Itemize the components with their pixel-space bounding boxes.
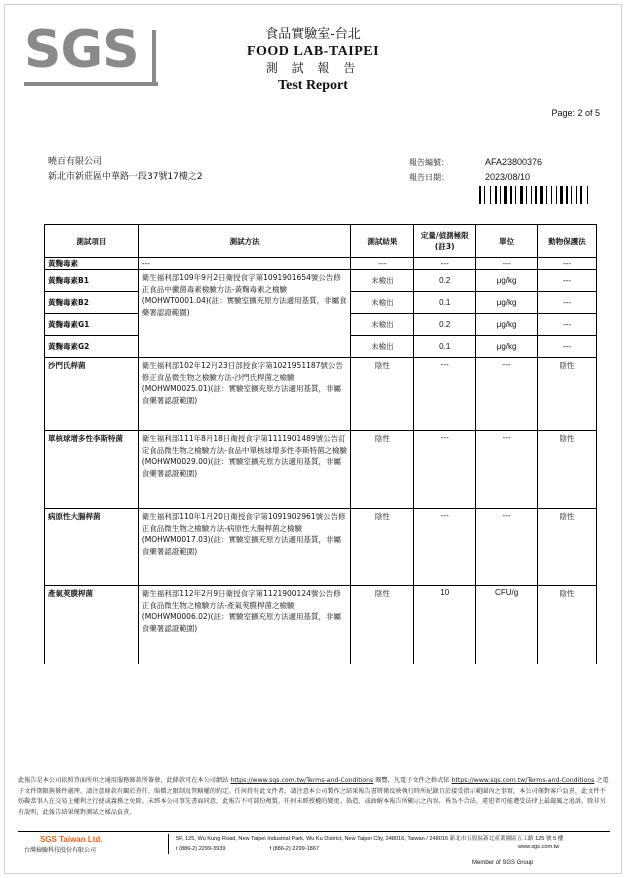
test-unit: μg/kg bbox=[476, 270, 538, 292]
phone-number: t (886-2) 2299-3939 bbox=[176, 846, 226, 852]
company-website[interactable]: www.sgs.com.tw bbox=[518, 844, 560, 850]
test-method: 衛生福利部109年9月2日衛授食字第1091901654號公告修正食品中黴菌毒素檢驗方法-黃麴毒素之檢驗(MOHWT0001.04)(註：實驗室擴充原方法適用基質，非屬食藥署認證範圍) bbox=[138, 270, 351, 358]
barcode-bar bbox=[492, 186, 494, 204]
barcode-bar bbox=[495, 186, 497, 204]
test-unit: CFU/g bbox=[476, 586, 538, 664]
test-method: 衛生福利部102年12月23日部授食字第1021951187號公告修正食品微生物之檢驗方法-沙門氏桿菌之檢驗(MOHWM0025.01)(註：實驗室擴充原方法適用基質，非屬食藥署認證範圍) bbox=[138, 358, 351, 431]
footer bbox=[18, 831, 610, 855]
test-animal: 陰性 bbox=[538, 358, 597, 431]
disclaimer bbox=[18, 776, 610, 818]
barcode-bar bbox=[564, 186, 565, 204]
col-header-method: 測試方法 bbox=[138, 225, 351, 258]
test-limit: --- bbox=[414, 509, 476, 586]
test-unit: μg/kg bbox=[476, 336, 538, 358]
table-row bbox=[45, 358, 597, 431]
report-date-label: 報告日期： bbox=[409, 173, 449, 182]
barcode bbox=[479, 186, 595, 204]
test-item: 單核球增多性李斯特菌 bbox=[45, 431, 139, 509]
test-result: 陰性 bbox=[351, 358, 414, 431]
report-number: AFA23800376 bbox=[485, 157, 543, 167]
barcode-bar bbox=[538, 186, 539, 204]
barcode-bar bbox=[587, 186, 588, 204]
barcode-bar bbox=[524, 186, 525, 204]
member-of-sgs: Member of SGS Group bbox=[472, 860, 534, 866]
test-animal: --- bbox=[538, 336, 597, 358]
test-animal: 陰性 bbox=[538, 431, 597, 509]
test-limit: 0.1 bbox=[414, 336, 476, 358]
company-address: 5F, 125, Wu Kung Road, New Taipei Industrial Park, Wu Ku District, New Taipei City, 248016, Taiwan / 248016 新北市五股區新北產業園區五工路 125 號 5 樓 bbox=[176, 836, 564, 842]
test-method: 衛生福利部112年2月9日衛授食字第1121900124號公告修正食品微生物之檢驗方法-產氣莢膜桿菌之檢驗(MOHWM0006.02)(註：實驗室擴充原方法適用基質，非屬食藥署認證範圍) bbox=[138, 586, 351, 664]
test-result: 未檢出 bbox=[351, 270, 414, 292]
page-number: Page: 2 of 5 bbox=[551, 108, 600, 118]
barcode-bar bbox=[526, 186, 527, 204]
test-limit: --- bbox=[414, 431, 476, 509]
disclaimer-text-c: 之電子文件期限與條件處理。請注意條款有關於責任、賠償之限制及管轄權的約定。任何持有此文件者，請注意本公司製作之結果報告書將僅反映執行時所紀錄且於接受指示範圍內之事實。本公司僅對客戶負責，此文件不妨礙當事人在交易上權利之行使或義務之免除。未經本公司事先書面同意，此報告不可部份複製。任何未經授權的變更、偽造、或曲解本報告所顯示之內容，皆為不合法，違犯者可能遭受法律上最嚴厲之追訴。除非另有說明，此報告結果僅對測試之樣品負責。 bbox=[18, 777, 609, 816]
table-row bbox=[45, 270, 597, 292]
report-title-cn: 測 試 報 告 bbox=[265, 61, 361, 75]
table-row bbox=[45, 509, 597, 586]
barcode-bar bbox=[513, 186, 514, 204]
test-result: 陰性 bbox=[351, 509, 414, 586]
title-block bbox=[200, 26, 426, 95]
test-animal: --- bbox=[538, 258, 597, 270]
test-unit: --- bbox=[476, 258, 538, 270]
test-unit: --- bbox=[476, 431, 538, 509]
col-header-unit: 單位 bbox=[476, 225, 538, 258]
test-limit: 0.1 bbox=[414, 292, 476, 314]
table-row bbox=[45, 586, 597, 664]
barcode-bar bbox=[580, 186, 582, 204]
barcode-bar bbox=[573, 186, 575, 204]
test-animal: 陰性 bbox=[538, 509, 597, 586]
test-limit: 0.2 bbox=[414, 270, 476, 292]
test-animal: --- bbox=[538, 292, 597, 314]
test-item: 黃麴毒素 bbox=[45, 258, 139, 270]
barcode-bar bbox=[556, 186, 557, 204]
terms-link-2[interactable]: https://www.sgs.com.tw/Terms-and-Conditions bbox=[451, 777, 595, 784]
test-unit: --- bbox=[476, 509, 538, 586]
test-item: 黃麴毒素B1 bbox=[45, 270, 139, 292]
barcode-bar bbox=[560, 186, 563, 204]
test-result: --- bbox=[351, 258, 414, 270]
table-row bbox=[45, 431, 597, 509]
table-row bbox=[45, 258, 597, 270]
col-header-item: 測試項目 bbox=[45, 225, 139, 258]
client-name: 曉百有限公司 bbox=[48, 157, 103, 167]
barcode-bar bbox=[576, 186, 577, 204]
logo-text: SGS bbox=[24, 20, 139, 80]
barcode-bar bbox=[566, 186, 568, 204]
test-animal: --- bbox=[538, 270, 597, 292]
company-name: SGS Taiwan Ltd. bbox=[40, 835, 103, 844]
barcode-bar bbox=[490, 186, 491, 204]
test-unit: μg/kg bbox=[476, 292, 538, 314]
test-limit: 0.2 bbox=[414, 314, 476, 336]
barcode-bar bbox=[515, 186, 516, 204]
fax-number: f (886-2) 2299-1867 bbox=[269, 846, 320, 852]
barcode-bar bbox=[553, 186, 555, 204]
test-result: 未檢出 bbox=[351, 314, 414, 336]
report-title-en: Test Report bbox=[278, 78, 348, 93]
test-result: 陰性 bbox=[351, 431, 414, 509]
barcode-bar bbox=[504, 186, 507, 204]
barcode-bar bbox=[531, 186, 532, 204]
barcode-bar bbox=[535, 186, 537, 204]
test-item: 病原性大腸桿菌 bbox=[45, 509, 139, 586]
barcode-bar bbox=[548, 186, 550, 204]
col-header-result: 測試結果 bbox=[351, 225, 414, 258]
col-header-animal: 動物保護法 bbox=[538, 225, 597, 258]
barcode-bar bbox=[498, 186, 499, 204]
test-limit: --- bbox=[414, 358, 476, 431]
barcode-bar bbox=[508, 186, 509, 204]
results-table bbox=[44, 224, 597, 664]
barcode-bar bbox=[571, 186, 572, 204]
test-unit: --- bbox=[476, 358, 538, 431]
test-result: 未檢出 bbox=[351, 336, 414, 358]
col-header-limit: 定量/偵測極限(註3) bbox=[414, 225, 476, 258]
barcode-bar bbox=[558, 186, 559, 204]
lab-name-cn: 食品實驗室-台北 bbox=[265, 27, 361, 42]
test-animal: --- bbox=[538, 314, 597, 336]
barcode-bar bbox=[517, 186, 519, 204]
test-item: 黃麴毒素G1 bbox=[45, 314, 139, 336]
sgs-logo bbox=[24, 20, 158, 90]
test-result: 陰性 bbox=[351, 586, 414, 664]
disclaimer-text-b: 閱覽，凡電子文件之格式依 bbox=[375, 777, 450, 784]
test-result: 未檢出 bbox=[351, 292, 414, 314]
barcode-bar bbox=[544, 186, 545, 204]
test-item: 黃麴毒素B2 bbox=[45, 292, 139, 314]
barcode-bar bbox=[510, 186, 512, 204]
company-name-cn: 台灣檢驗科技股份有限公司 bbox=[24, 847, 97, 854]
terms-link[interactable]: https://www.sgs.com.tw/Terms-and-Conditions bbox=[230, 777, 374, 784]
barcode-bar bbox=[533, 186, 534, 204]
test-method: 衛生福利部110年1月20日衛授食字第1091902961號公告修正食品微生物之檢驗方法-病原性大腸桿菌之檢驗(MOHWM0017.03)(註：實驗室擴充原方法適用基質，非屬食藥署認證範圍) bbox=[138, 509, 351, 586]
barcode-bar bbox=[569, 186, 570, 204]
test-method: 衛生福利部111年8月18日衛授食字第1111901489號公告訂定食品微生物之檢驗方法-食品中單核球增多性李斯特菌之檢驗(MOHWM0029.00)(註：實驗室擴充原方法適用基質，非屬食藥署認證範圍) bbox=[138, 431, 351, 509]
barcode-bar bbox=[479, 186, 481, 204]
test-item: 沙門氏桿菌 bbox=[45, 358, 139, 431]
test-limit: --- bbox=[414, 258, 476, 270]
barcode-bar bbox=[502, 186, 503, 204]
test-unit: μg/kg bbox=[476, 314, 538, 336]
client-block bbox=[48, 155, 203, 185]
barcode-bar bbox=[482, 186, 483, 204]
barcode-bar bbox=[578, 186, 579, 204]
report-number-label: 報告編號： bbox=[409, 158, 449, 167]
report-info bbox=[409, 155, 542, 185]
table-header-row bbox=[45, 225, 597, 258]
disclaimer-text-a: 此報告是本公司依照背面所印之通用服務條款所簽發，此條款可在本公司網站 bbox=[18, 777, 229, 784]
barcode-bar bbox=[528, 186, 530, 204]
client-address: 新北市新莊區中華路一段37號17樓之2 bbox=[48, 172, 203, 182]
test-item: 黃麴毒素G2 bbox=[45, 336, 139, 358]
barcode-bar bbox=[486, 186, 489, 204]
barcode-bar bbox=[520, 186, 523, 204]
test-limit: 10 bbox=[414, 586, 476, 664]
company-phones bbox=[176, 844, 319, 854]
barcode-bar bbox=[589, 186, 590, 204]
barcode-bar bbox=[551, 186, 552, 204]
lab-name-en: FOOD LAB-TAIPEI bbox=[246, 44, 380, 59]
barcode-bar bbox=[500, 186, 501, 204]
report-date: 2023/08/10 bbox=[485, 172, 531, 182]
barcode-bar bbox=[540, 186, 543, 204]
barcode-bar bbox=[546, 186, 547, 204]
test-item: 產氣莢膜桿菌 bbox=[45, 586, 139, 664]
barcode-bar bbox=[583, 186, 586, 204]
barcode-bar bbox=[484, 186, 485, 204]
test-method: --- bbox=[138, 258, 351, 270]
test-animal: 陰性 bbox=[538, 586, 597, 664]
